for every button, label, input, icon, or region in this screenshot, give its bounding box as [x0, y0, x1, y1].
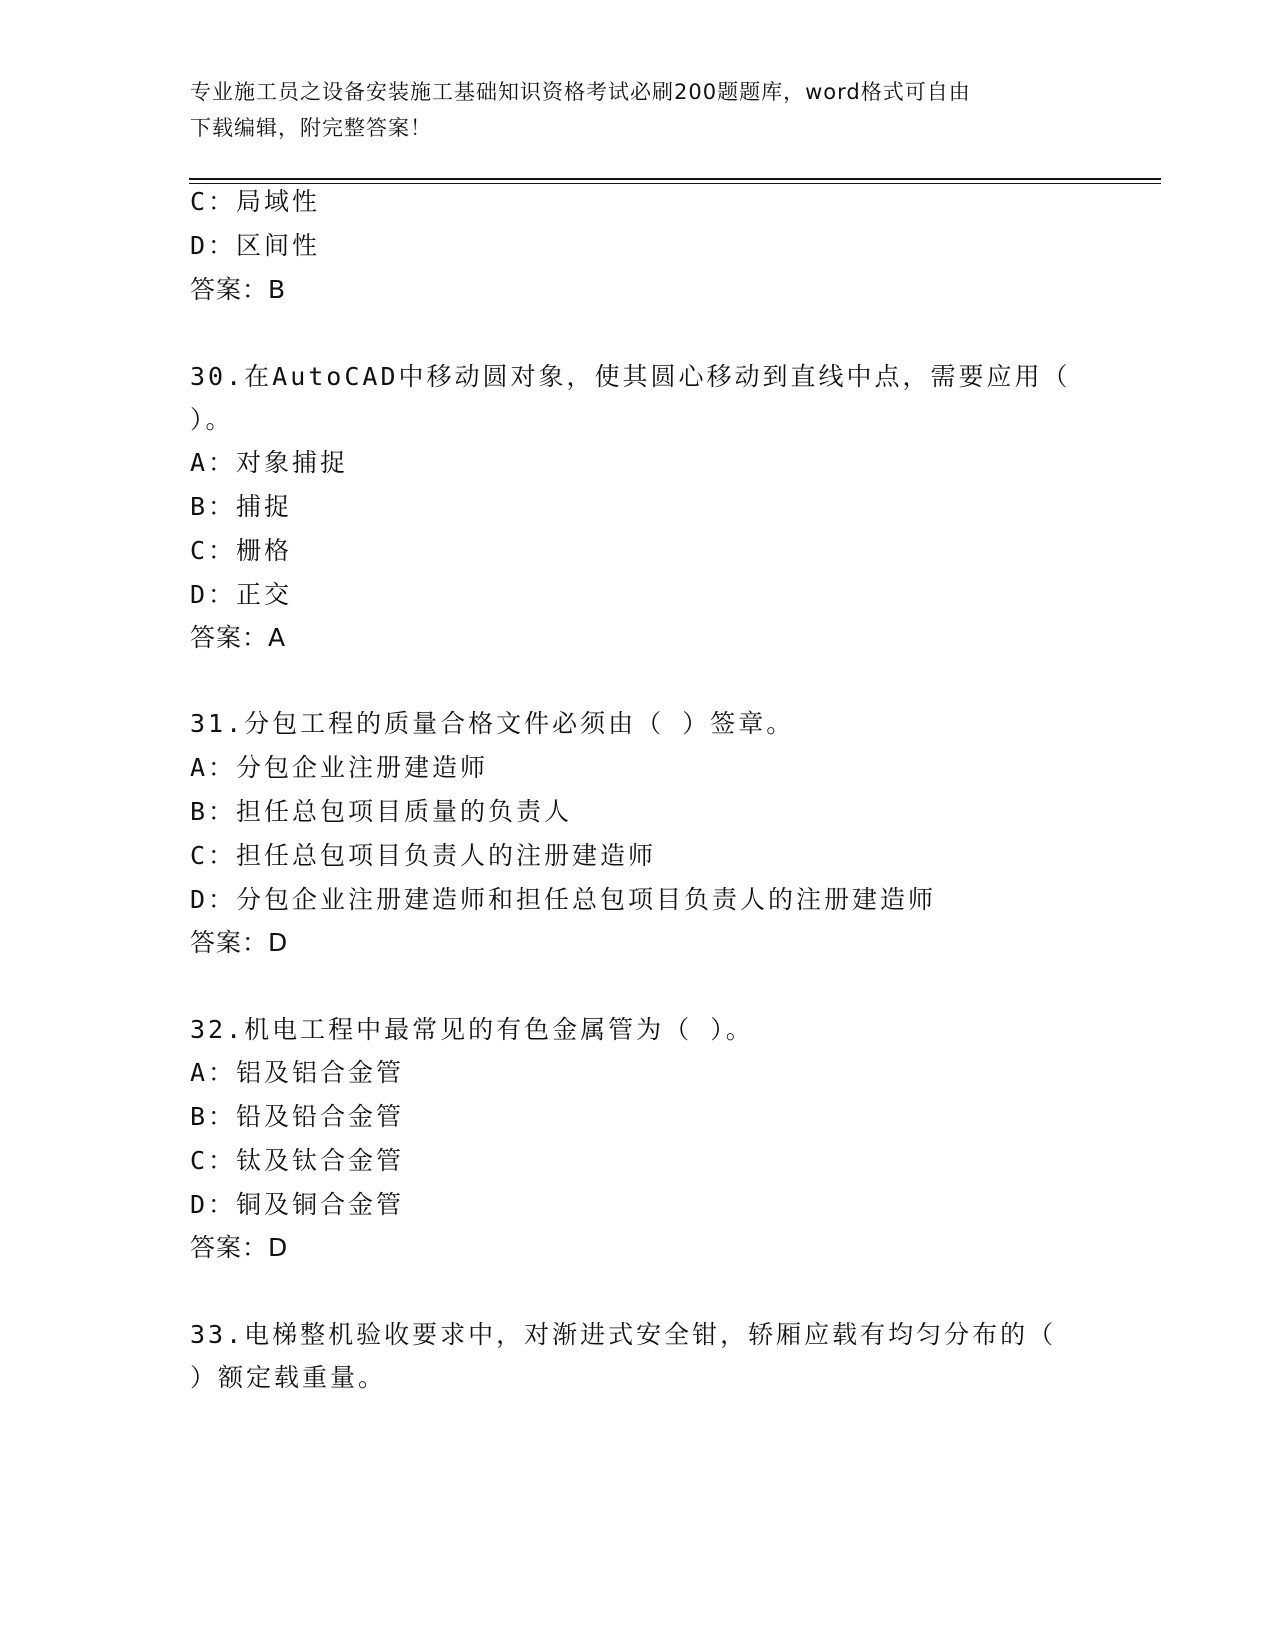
question-30-option-d: D：正交	[190, 580, 293, 609]
question-31-option-a: A：分包企业注册建造师	[190, 753, 489, 782]
question-30-option-c: C：栅格	[190, 536, 293, 565]
header-divider-thick	[189, 178, 1161, 180]
question-32-text: 32.机电工程中最常见的有色金属管为（ ）。	[190, 1015, 754, 1044]
question-30-text-cont: ）。	[190, 405, 234, 434]
option-c: C：局域性	[190, 187, 321, 216]
question-30-answer: 答案：A	[190, 623, 287, 652]
answer-text: 答案：B	[190, 275, 287, 304]
question-32-option-a: A：铝及铝合金管	[190, 1058, 405, 1087]
header-title-line-1: 专业施工员之设备安装施工基础知识资格考试必刷200题题库，word格式可自由	[190, 80, 971, 104]
question-33-text-cont: ）额定载重量。	[190, 1363, 387, 1392]
question-32-option-b: B：铅及铅合金管	[190, 1102, 405, 1131]
question-31-text: 31.分包工程的质量合格文件必须由（ ）签章。	[190, 709, 795, 738]
question-30-text: 30.在AutoCAD中移动圆对象，使其圆心移动到直线中点，需要应用（	[190, 362, 1071, 391]
question-31-option-d: D：分包企业注册建造师和担任总包项目负责人的注册建造师	[190, 885, 937, 914]
question-31-answer: 答案：D	[190, 928, 289, 957]
question-32-option-c: C：钛及钛合金管	[190, 1146, 405, 1175]
header-title-line-2: 下载编辑，附完整答案！	[190, 116, 432, 140]
question-33-text: 33.电梯整机验收要求中，对渐进式安全钳，轿厢应载有均匀分布的（	[190, 1320, 1057, 1349]
question-32-answer: 答案：D	[190, 1233, 289, 1262]
option-d: D：区间性	[190, 231, 321, 260]
header-divider-thin	[189, 183, 1161, 184]
question-32-option-d: D：铜及铜合金管	[190, 1190, 405, 1219]
document-header	[190, 74, 1070, 146]
question-31-option-c: C：担任总包项目负责人的注册建造师	[190, 841, 657, 870]
question-31-option-b: B：担任总包项目质量的负责人	[190, 797, 573, 826]
question-30-option-a: A：对象捕捉	[190, 448, 349, 477]
question-30-option-b: B：捕捉	[190, 492, 293, 521]
